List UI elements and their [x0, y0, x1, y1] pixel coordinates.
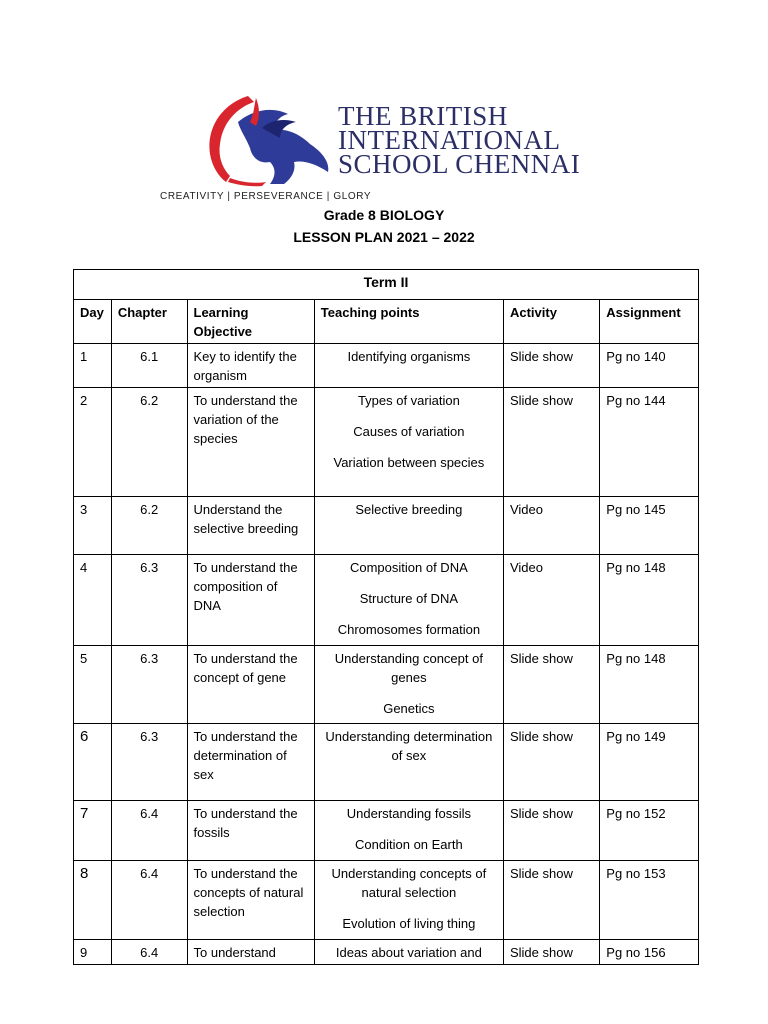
cell-activity: Slide show	[503, 724, 599, 801]
cell-activity: Slide show	[503, 801, 599, 861]
teaching-point: Variation between species	[333, 455, 485, 470]
teaching-point: Composition of DNA	[349, 560, 468, 575]
term-label: Term II	[74, 270, 699, 300]
cell-objective: To understand the concepts of natural selection	[187, 861, 314, 940]
table-row	[74, 388, 699, 497]
school-name-line-3: SCHOOL CHENNAI	[338, 149, 581, 179]
cell-day: 2	[74, 388, 112, 497]
cell-chapter: 6.2	[111, 388, 187, 497]
cell-activity: Video	[503, 497, 599, 555]
table-row	[74, 497, 699, 555]
cell-day: 5	[74, 646, 112, 724]
school-name-line-1: THE BRITISH	[338, 101, 508, 131]
cell-activity: Slide show	[503, 344, 599, 388]
cell-activity: Slide show	[503, 861, 599, 940]
cell-teaching-points	[314, 861, 503, 940]
teaching-point: Selective breeding	[355, 502, 463, 517]
cell-assignment: Pg no 145	[600, 497, 699, 555]
col-header-teaching-points: Teaching points	[314, 300, 503, 344]
cell-chapter: 6.3	[111, 555, 187, 646]
cell-day: 8	[74, 861, 112, 940]
teaching-point: Ideas about variation and	[335, 945, 482, 960]
school-header	[0, 0, 768, 210]
cell-assignment: Pg no 153	[600, 861, 699, 940]
cell-chapter: 6.4	[111, 940, 187, 965]
teaching-point: Genetics	[383, 701, 435, 716]
cell-objective: To understand the determination of sex	[187, 724, 314, 801]
cell-objective: To understand	[187, 940, 314, 965]
cell-objective: To understand the fossils	[187, 801, 314, 861]
cell-day: 9	[74, 940, 112, 965]
cell-activity: Video	[503, 555, 599, 646]
cell-activity: Slide show	[503, 940, 599, 965]
lesson-plan-table	[73, 269, 699, 965]
column-header-row	[74, 300, 699, 344]
cell-chapter: 6.4	[111, 801, 187, 861]
cell-day: 4	[74, 555, 112, 646]
table-row	[74, 555, 699, 646]
table-row	[74, 940, 699, 965]
cell-chapter: 6.1	[111, 344, 187, 388]
teaching-point: Identifying organisms	[347, 349, 471, 364]
teaching-point: Evolution of living thing	[342, 916, 476, 931]
cell-objective: To understand the composition of DNA	[187, 555, 314, 646]
cell-assignment: Pg no 148	[600, 646, 699, 724]
cell-day: 7	[74, 801, 112, 861]
teaching-point: Condition on Earth	[355, 837, 463, 852]
col-header-chapter: Chapter	[111, 300, 187, 344]
cell-assignment: Pg no 148	[600, 555, 699, 646]
cell-activity: Slide show	[503, 388, 599, 497]
table-row	[74, 801, 699, 861]
cell-chapter: 6.3	[111, 646, 187, 724]
cell-assignment: Pg no 144	[600, 388, 699, 497]
cell-teaching-points	[314, 344, 503, 388]
table-row	[74, 724, 699, 801]
cell-assignment: Pg no 149	[600, 724, 699, 801]
col-header-activity: Activity	[503, 300, 599, 344]
cell-teaching-points	[314, 646, 503, 724]
cell-day: 1	[74, 344, 112, 388]
teaching-point: Understanding fossils	[346, 806, 472, 821]
cell-objective: Key to identify the organism	[187, 344, 314, 388]
school-name	[338, 101, 581, 179]
cell-assignment: Pg no 152	[600, 801, 699, 861]
cell-day: 3	[74, 497, 112, 555]
school-logo-icon	[200, 92, 335, 187]
teaching-point: Understanding concepts of natural selection	[331, 866, 487, 900]
cell-objective: Understand the selective breeding	[187, 497, 314, 555]
cell-teaching-points	[314, 388, 503, 497]
table-row	[74, 344, 699, 388]
teaching-point: Chromosomes formation	[337, 622, 481, 637]
term-row	[74, 270, 699, 300]
cell-assignment: Pg no 156	[600, 940, 699, 965]
cell-objective: To understand the concept of gene	[187, 646, 314, 724]
col-header-assignment: Assignment	[600, 300, 699, 344]
school-name-line-2: INTERNATIONAL	[338, 125, 561, 155]
col-header-objective: Learning Objective	[187, 300, 314, 344]
table-row	[74, 646, 699, 724]
cell-teaching-points	[314, 724, 503, 801]
cell-activity: Slide show	[503, 646, 599, 724]
cell-teaching-points	[314, 555, 503, 646]
teaching-point: Understanding concept of genes	[334, 651, 483, 685]
col-header-day: Day	[74, 300, 112, 344]
table-row	[74, 861, 699, 940]
cell-objective: To understand the variation of the species	[187, 388, 314, 497]
cell-teaching-points	[314, 801, 503, 861]
cell-teaching-points	[314, 940, 503, 965]
cell-assignment: Pg no 140	[600, 344, 699, 388]
cell-chapter: 6.4	[111, 861, 187, 940]
grade-title: Grade 8 BIOLOGY	[323, 207, 445, 223]
teaching-point: Structure of DNA	[359, 591, 459, 606]
teaching-point: Understanding determination of sex	[325, 729, 493, 763]
teaching-point: Types of variation	[357, 393, 460, 408]
cell-teaching-points	[314, 497, 503, 555]
lesson-plan-title: LESSON PLAN 2021 – 2022	[293, 229, 475, 245]
cell-day: 6	[74, 724, 112, 801]
teaching-point: Causes of variation	[353, 424, 465, 439]
cell-chapter: 6.3	[111, 724, 187, 801]
cell-chapter: 6.2	[111, 497, 187, 555]
school-motto: CREATIVITY | PERSEVERANCE | GLORY	[160, 191, 372, 202]
